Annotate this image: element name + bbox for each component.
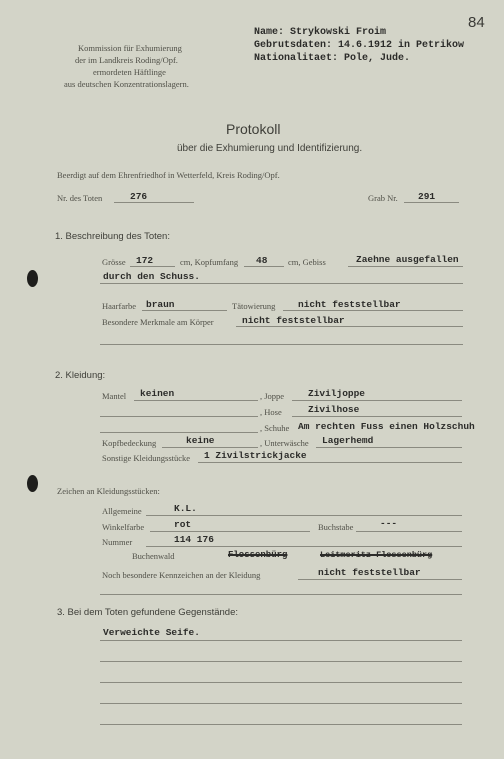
struck-camp-2: Leitmeritz-Flossenbürg	[320, 550, 433, 560]
tattoo-value: nicht feststellbar	[298, 299, 401, 310]
triangle-color-value: rot	[174, 519, 192, 530]
head-value: 48	[256, 255, 268, 266]
victim-name: Name: Strykowski Froim	[254, 27, 387, 38]
further-marks-extra-line	[100, 594, 462, 595]
hair-line	[142, 310, 227, 311]
dead-number-value: 276	[130, 191, 148, 202]
size-line	[130, 266, 175, 267]
page-number: 84	[468, 14, 485, 31]
coat-line	[134, 400, 258, 401]
section-1-heading: 1. Beschreibung des Toten:	[55, 231, 170, 242]
other-clothing-value: 1 Zivilstrickjacke	[204, 450, 307, 461]
triangle-color-label: Winkelfarbe	[102, 522, 145, 532]
hair-label: Haarfarbe	[102, 301, 136, 311]
further-marks-label: Noch besondere Kennzeichen an der Kleidung	[102, 570, 261, 580]
found-line-4	[100, 703, 462, 704]
teeth-value-cont: durch den Schuss.	[103, 271, 200, 282]
found-line-3	[100, 682, 462, 683]
jacket-value: Ziviljoppe	[308, 388, 366, 399]
marks-extra-line	[100, 344, 463, 345]
jacket-label: , Joppe	[260, 391, 285, 401]
jacket-line	[292, 400, 462, 401]
head-line	[244, 266, 284, 267]
teeth-line	[348, 266, 463, 267]
victim-nationality: Nationalitaet: Pole, Jude.	[254, 53, 411, 64]
number-value: 114 176	[174, 534, 214, 545]
marks-section-heading: Zeichen an Kleidungsstücken:	[57, 486, 160, 496]
buchenwald-label: Buchenwald	[132, 551, 175, 561]
underwear-value: Lagerhemd	[322, 435, 374, 446]
marks-label: Besondere Merkmale am Körper	[102, 317, 214, 327]
found-line-5	[100, 724, 462, 725]
found-item-1: Verweichte Seife.	[103, 627, 200, 638]
other-clothing-line	[198, 462, 462, 463]
hair-value: braun	[146, 299, 175, 310]
number-label: Nummer	[102, 537, 133, 547]
further-marks-line	[298, 579, 462, 580]
other-clothing-label: Sonstige Kleidungsstücke	[102, 453, 191, 463]
found-line-2	[100, 661, 462, 662]
found-line-1	[100, 640, 462, 641]
grave-number-value: 291	[418, 191, 436, 202]
shoes-value: Am rechten Fuss einen Holzschuh	[298, 421, 475, 432]
dead-number-line	[114, 202, 194, 203]
trousers-left-line	[100, 416, 258, 417]
headwear-line	[162, 447, 258, 448]
victim-birth: Gebrutsdaten: 14.6.1912 in Petrikow	[254, 40, 465, 51]
section-3-heading: 3. Bei dem Toten gefundene Gegenstände:	[57, 607, 238, 618]
header-line-1: Kommission für Exhumierung	[78, 43, 182, 53]
further-marks-value: nicht feststellbar	[318, 567, 421, 578]
trousers-line	[292, 416, 462, 417]
letter-value: ---	[380, 518, 398, 529]
marks-value: nicht feststellbar	[242, 315, 345, 326]
grave-number-label: Grab Nr.	[368, 193, 398, 203]
tattoo-line	[283, 310, 463, 311]
page-title: Protokoll	[226, 121, 281, 137]
teeth-cont-line	[100, 283, 463, 284]
coat-label: Mantel	[102, 391, 127, 401]
size-label: Grösse	[102, 257, 126, 267]
trousers-value: Zivilhose	[308, 404, 360, 415]
headwear-value: keine	[186, 435, 215, 446]
header-line-4: aus deutschen Konzentrationslagern.	[64, 79, 189, 89]
size-value: 172	[136, 255, 154, 266]
underwear-line	[316, 447, 462, 448]
page-subtitle: über die Exhumierung und Identifizierung.	[177, 143, 363, 154]
header-line-3: ermordeten Häftlinge	[93, 67, 166, 77]
shoes-left-line	[100, 432, 258, 433]
dead-number-label: Nr. des Toten	[57, 193, 103, 203]
punch-hole-bottom	[27, 475, 38, 492]
underwear-label: , Unterwäsche	[260, 438, 309, 448]
header-line-2: der im Landkreis Roding/Opf.	[75, 55, 178, 65]
grave-number-line	[404, 202, 459, 203]
teeth-value: Zaehne ausgefallen	[356, 254, 459, 265]
number-line	[146, 546, 462, 547]
punch-hole-top	[27, 270, 38, 287]
struck-camp-1: Flossenbürg	[228, 550, 288, 560]
coat-value: keinen	[140, 388, 175, 399]
shoes-label: , Schuhe	[260, 423, 290, 433]
burial-place: Beerdigt auf dem Ehrenfriedhof in Wetterfeld, Kreis Roding/Opf.	[57, 170, 280, 180]
letter-line	[356, 531, 462, 532]
general-marks-line	[146, 515, 462, 516]
head-label: cm, Kopfumfang	[180, 257, 239, 267]
general-marks-value: K.L.	[174, 503, 197, 514]
triangle-color-line	[150, 531, 310, 532]
marks-line	[236, 326, 463, 327]
section-2-heading: 2. Kleidung:	[55, 370, 106, 381]
trousers-label: , Hose	[260, 407, 282, 417]
letter-label: Buchstabe	[318, 522, 354, 532]
headwear-label: Kopfbedeckung	[102, 438, 157, 448]
teeth-label: cm, Gebiss	[288, 257, 326, 267]
tattoo-label: Tätowierung	[232, 301, 276, 311]
general-marks-label: Allgemeine	[102, 506, 142, 516]
